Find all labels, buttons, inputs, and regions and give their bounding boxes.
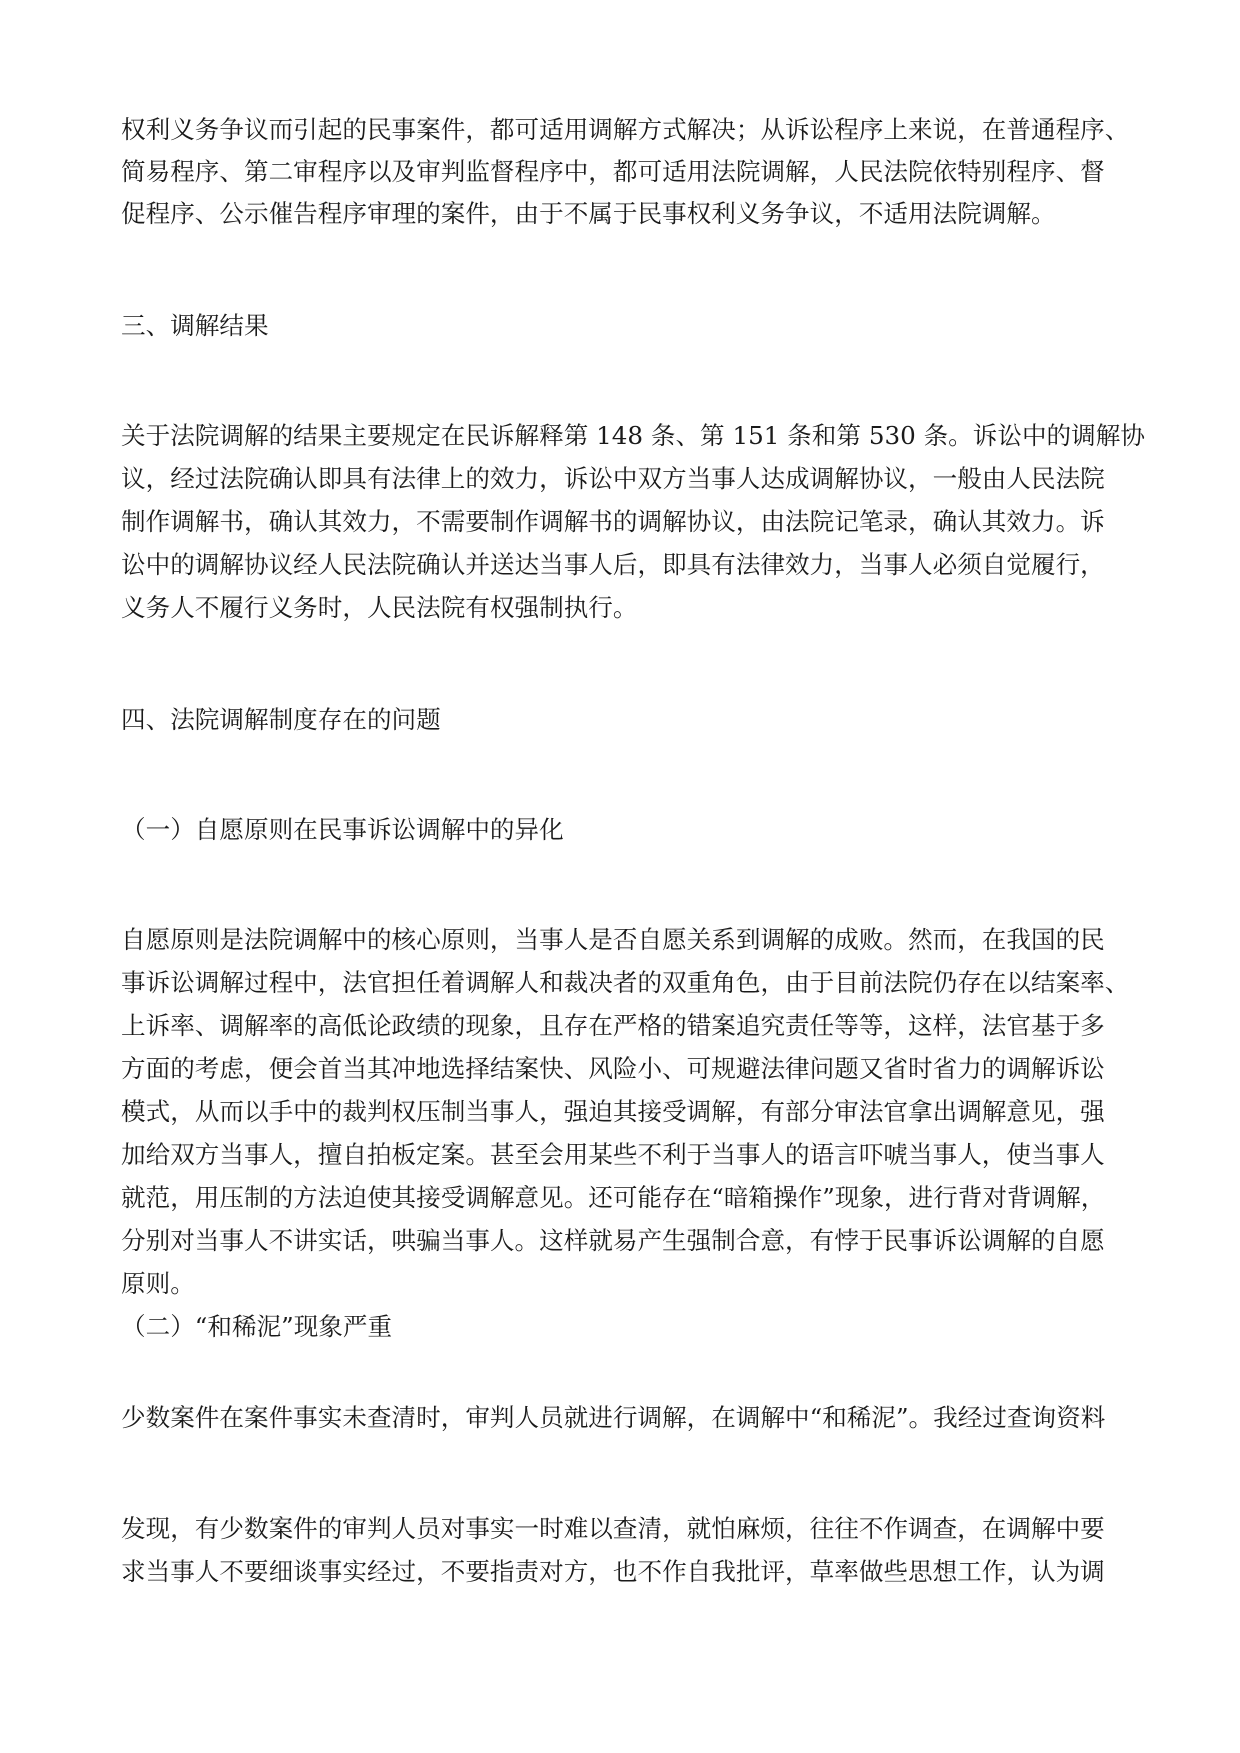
body-text-line: 制作调解书，确认其效力，不需要制作调解书的调解协议，由法院记笔录，确认其效力。诉	[121, 507, 1105, 536]
body-text-line: 求当事人不要细谈事实经过，不要指责对方，也不作自我批评，草率做些思想工作，认为调	[121, 1557, 1105, 1586]
subsection-heading: 少数案件在案件事实未查清时，审判人员就进行调解，在调解中“和稀泥”。我经过查询资料	[121, 1403, 1106, 1432]
body-text-line: 权利义务争议而引起的民事案件，都可适用调解方式解决；从诉讼程序上来说，在普通程序、	[121, 115, 1130, 144]
body-text-line: 自愿原则是法院调解中的核心原则，当事人是否自愿关系到调解的成败。然而，在我国的民	[121, 925, 1105, 954]
subsection-heading: （一）自愿原则在民事诉讼调解中的异化	[121, 815, 564, 844]
body-text-line: 议，经过法院确认即具有法律上的效力，诉讼中双方当事人达成调解协议，一般由人民法院	[121, 464, 1105, 493]
section-heading: 四、法院调解制度存在的问题	[121, 705, 441, 734]
body-text-line: 分别对当事人不讲实话，哄骗当事人。这样就易产生强制合意，有悖于民事诉讼调解的自愿	[121, 1226, 1105, 1255]
body-text-line: 上诉率、调解率的高低论政绩的现象，且存在严格的错案追究责任等等，这样，法官基于多	[121, 1011, 1105, 1040]
section-heading: 三、调解结果	[121, 311, 269, 340]
body-text-line: 讼中的调解协议经人民法院确认并送达当事人后，即具有法律效力，当事人必须自觉履行，	[121, 550, 1105, 579]
body-text-line: 促程序、公示催告程序审理的案件，由于不属于民事权利义务争议，不适用法院调解。	[121, 199, 1056, 228]
body-text-line: 义务人不履行义务时，人民法院有权强制执行。	[121, 593, 638, 622]
body-text-line: 事诉讼调解过程中，法官担任着调解人和裁决者的双重角色，由于目前法院仍存在以结案率、	[121, 968, 1130, 997]
body-text-line: （二）“和稀泥”现象严重	[121, 1312, 393, 1341]
body-text-line: 原则。	[121, 1269, 195, 1298]
body-text-line: 简易程序、第二审程序以及审判监督程序中，都可适用法院调解，人民法院依特别程序、督	[121, 157, 1105, 186]
body-text-line: 就范，用压制的方法迫使其接受调解意见。还可能存在“暗箱操作”现象，进行背对背调解，	[121, 1183, 1106, 1212]
body-text-line: 方面的考虑，便会首当其冲地选择结案快、风险小、可规避法律问题又省时省力的调解诉讼	[121, 1054, 1105, 1083]
body-text-line: 关于法院调解的结果主要规定在民诉解释第 148 条、第 151 条和第 530 条。诉讼中的调解协	[121, 421, 1145, 450]
body-text-line: 加给双方当事人，擅自拍板定案。甚至会用某些不利于当事人的语言吓唬当事人，使当事人	[121, 1140, 1105, 1169]
body-text-line: 发现，有少数案件的审判人员对事实一时难以查清，就怕麻烦，往往不作调查，在调解中要	[121, 1514, 1105, 1543]
body-text-line: 模式，从而以手中的裁判权压制当事人，强迫其接受调解，有部分审法官拿出调解意见，强	[121, 1097, 1105, 1126]
